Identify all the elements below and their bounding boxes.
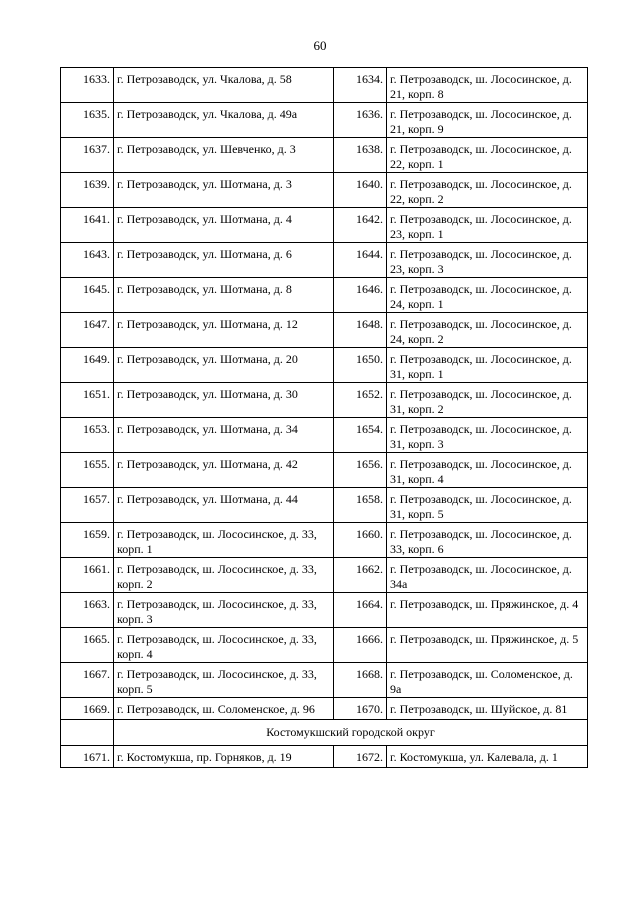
entry-address: г. Петрозаводск, ш. Лососинское, д. 33, корп. 3 bbox=[114, 593, 334, 628]
entry-number: 1644. bbox=[334, 243, 387, 278]
entry-address: г. Петрозаводск, ш. Лососинское, д. 31, корп. 5 bbox=[387, 488, 588, 523]
entry-address: г. Петрозаводск, ул. Шотмана, д. 34 bbox=[114, 418, 334, 453]
entry-address: г. Петрозаводск, ул. Шотмана, д. 6 bbox=[114, 243, 334, 278]
entry-address: г. Петрозаводск, ш. Соломенское, д. 96 bbox=[114, 698, 334, 720]
entry-address: г. Петрозаводск, ул. Шотмана, д. 30 bbox=[114, 383, 334, 418]
table-row bbox=[61, 523, 588, 558]
entry-number: 1645. bbox=[61, 278, 114, 313]
entry-number: 1665. bbox=[61, 628, 114, 663]
table-row bbox=[61, 68, 588, 103]
entry-number: 1642. bbox=[334, 208, 387, 243]
entry-address: г. Петрозаводск, ш. Лососинское, д. 21, корп. 8 bbox=[387, 68, 588, 103]
entry-address: г. Петрозаводск, ш. Пряжинское, д. 4 bbox=[387, 593, 588, 628]
entry-number: 1669. bbox=[61, 698, 114, 720]
entry-address: г. Петрозаводск, ул. Шотмана, д. 12 bbox=[114, 313, 334, 348]
entry-address: г. Петрозаводск, ш. Лососинское, д. 22, корп. 1 bbox=[387, 138, 588, 173]
entry-number: 1647. bbox=[61, 313, 114, 348]
entry-address: г. Петрозаводск, ул. Шотмана, д. 42 bbox=[114, 453, 334, 488]
table-row bbox=[61, 663, 588, 698]
entry-address: г. Петрозаводск, ш. Лососинское, д. 31, корп. 4 bbox=[387, 453, 588, 488]
entry-address: г. Петрозаводск, ш. Лососинское, д. 24, корп. 2 bbox=[387, 313, 588, 348]
entry-number: 1663. bbox=[61, 593, 114, 628]
entry-address: г. Петрозаводск, ул. Чкалова, д. 58 bbox=[114, 68, 334, 103]
entry-number: 1648. bbox=[334, 313, 387, 348]
entry-address: г. Петрозаводск, ш. Лососинское, д. 34а bbox=[387, 558, 588, 593]
entry-number: 1640. bbox=[334, 173, 387, 208]
entry-number: 1639. bbox=[61, 173, 114, 208]
entry-address: г. Петрозаводск, ш. Лососинское, д. 22, корп. 2 bbox=[387, 173, 588, 208]
entry-address: г. Петрозаводск, ш. Шуйское, д. 81 bbox=[387, 698, 588, 720]
address-table bbox=[60, 67, 588, 768]
table-row bbox=[61, 348, 588, 383]
table-row bbox=[61, 208, 588, 243]
table-row bbox=[61, 383, 588, 418]
entry-address: г. Петрозаводск, ш. Лососинское, д. 33, корп. 2 bbox=[114, 558, 334, 593]
entry-number: 1670. bbox=[334, 698, 387, 720]
entry-number: 1652. bbox=[334, 383, 387, 418]
table-row bbox=[61, 173, 588, 208]
entry-address: г. Петрозаводск, ш. Лососинское, д. 33, корп. 4 bbox=[114, 628, 334, 663]
entry-number: 1641. bbox=[61, 208, 114, 243]
entry-address: г. Петрозаводск, ул. Шотмана, д. 4 bbox=[114, 208, 334, 243]
entry-number: 1638. bbox=[334, 138, 387, 173]
entry-address: г. Петрозаводск, ш. Лососинское, д. 33, корп. 5 bbox=[114, 663, 334, 698]
table-row bbox=[61, 628, 588, 663]
entry-number: 1637. bbox=[61, 138, 114, 173]
entry-address: г. Петрозаводск, ш. Лососинское, д. 31, корп. 1 bbox=[387, 348, 588, 383]
entry-number: 1650. bbox=[334, 348, 387, 383]
entry-address: г. Петрозаводск, ул. Шотмана, д. 20 bbox=[114, 348, 334, 383]
entry-number: 1633. bbox=[61, 68, 114, 103]
entry-address: г. Петрозаводск, ул. Чкалова, д. 49а bbox=[114, 103, 334, 138]
section-title: Костомукшский городской округ bbox=[114, 720, 588, 746]
entry-number: 1657. bbox=[61, 488, 114, 523]
entry-number: 1636. bbox=[334, 103, 387, 138]
entry-address: г. Петрозаводск, ш. Пряжинское, д. 5 bbox=[387, 628, 588, 663]
address-table-body bbox=[61, 68, 588, 768]
entry-number: 1649. bbox=[61, 348, 114, 383]
table-row bbox=[61, 418, 588, 453]
entry-number: 1656. bbox=[334, 453, 387, 488]
entry-number: 1667. bbox=[61, 663, 114, 698]
section-row bbox=[61, 720, 588, 746]
table-row bbox=[61, 103, 588, 138]
entry-number: 1635. bbox=[61, 103, 114, 138]
entry-number: 1658. bbox=[334, 488, 387, 523]
entry-number: 1666. bbox=[334, 628, 387, 663]
table-row bbox=[61, 698, 588, 720]
entry-number: 1661. bbox=[61, 558, 114, 593]
entry-address: г. Петрозаводск, ш. Лососинское, д. 21, корп. 9 bbox=[387, 103, 588, 138]
table-row bbox=[61, 313, 588, 348]
table-row bbox=[61, 138, 588, 173]
entry-address: г. Петрозаводск, ул. Шотмана, д. 8 bbox=[114, 278, 334, 313]
entry-address: г. Петрозаводск, ш. Лососинское, д. 23, корп. 3 bbox=[387, 243, 588, 278]
entry-address: г. Петрозаводск, ул. Шотмана, д. 44 bbox=[114, 488, 334, 523]
entry-number: 1646. bbox=[334, 278, 387, 313]
entry-address: г. Петрозаводск, ш. Соломенское, д. 9а bbox=[387, 663, 588, 698]
entry-number: 1668. bbox=[334, 663, 387, 698]
table-row bbox=[61, 278, 588, 313]
entry-number: 1660. bbox=[334, 523, 387, 558]
table-row bbox=[61, 558, 588, 593]
table-row bbox=[61, 488, 588, 523]
table-row bbox=[61, 593, 588, 628]
entry-address: г. Петрозаводск, ул. Шевченко, д. 3 bbox=[114, 138, 334, 173]
entry-address: г. Петрозаводск, ш. Лососинское, д. 24, корп. 1 bbox=[387, 278, 588, 313]
entry-number: 1659. bbox=[61, 523, 114, 558]
entry-number: 1664. bbox=[334, 593, 387, 628]
entry-number: 1653. bbox=[61, 418, 114, 453]
entry-address: г. Костомукша, ул. Калевала, д. 1 bbox=[387, 746, 588, 768]
entry-address: г. Петрозаводск, ш. Лососинское, д. 31, корп. 3 bbox=[387, 418, 588, 453]
entry-address: г. Костомукша, пр. Горняков, д. 19 bbox=[114, 746, 334, 768]
entry-address: г. Петрозаводск, ш. Лососинское, д. 33, корп. 6 bbox=[387, 523, 588, 558]
page-number: 60 bbox=[313, 38, 327, 53]
entry-address: г. Петрозаводск, ул. Шотмана, д. 3 bbox=[114, 173, 334, 208]
entry-address: г. Петрозаводск, ш. Лососинское, д. 31, корп. 2 bbox=[387, 383, 588, 418]
section-spacer-cell bbox=[61, 720, 114, 746]
entry-number: 1643. bbox=[61, 243, 114, 278]
entry-number: 1672. bbox=[334, 746, 387, 768]
entry-address: г. Петрозаводск, ш. Лососинское, д. 33, корп. 1 bbox=[114, 523, 334, 558]
entry-number: 1654. bbox=[334, 418, 387, 453]
entry-number: 1651. bbox=[61, 383, 114, 418]
table-row bbox=[61, 243, 588, 278]
entry-address: г. Петрозаводск, ш. Лососинское, д. 23, корп. 1 bbox=[387, 208, 588, 243]
entry-number: 1671. bbox=[61, 746, 114, 768]
entry-number: 1655. bbox=[61, 453, 114, 488]
entry-number: 1662. bbox=[334, 558, 387, 593]
entry-number: 1634. bbox=[334, 68, 387, 103]
table-row bbox=[61, 453, 588, 488]
table-row bbox=[61, 746, 588, 768]
